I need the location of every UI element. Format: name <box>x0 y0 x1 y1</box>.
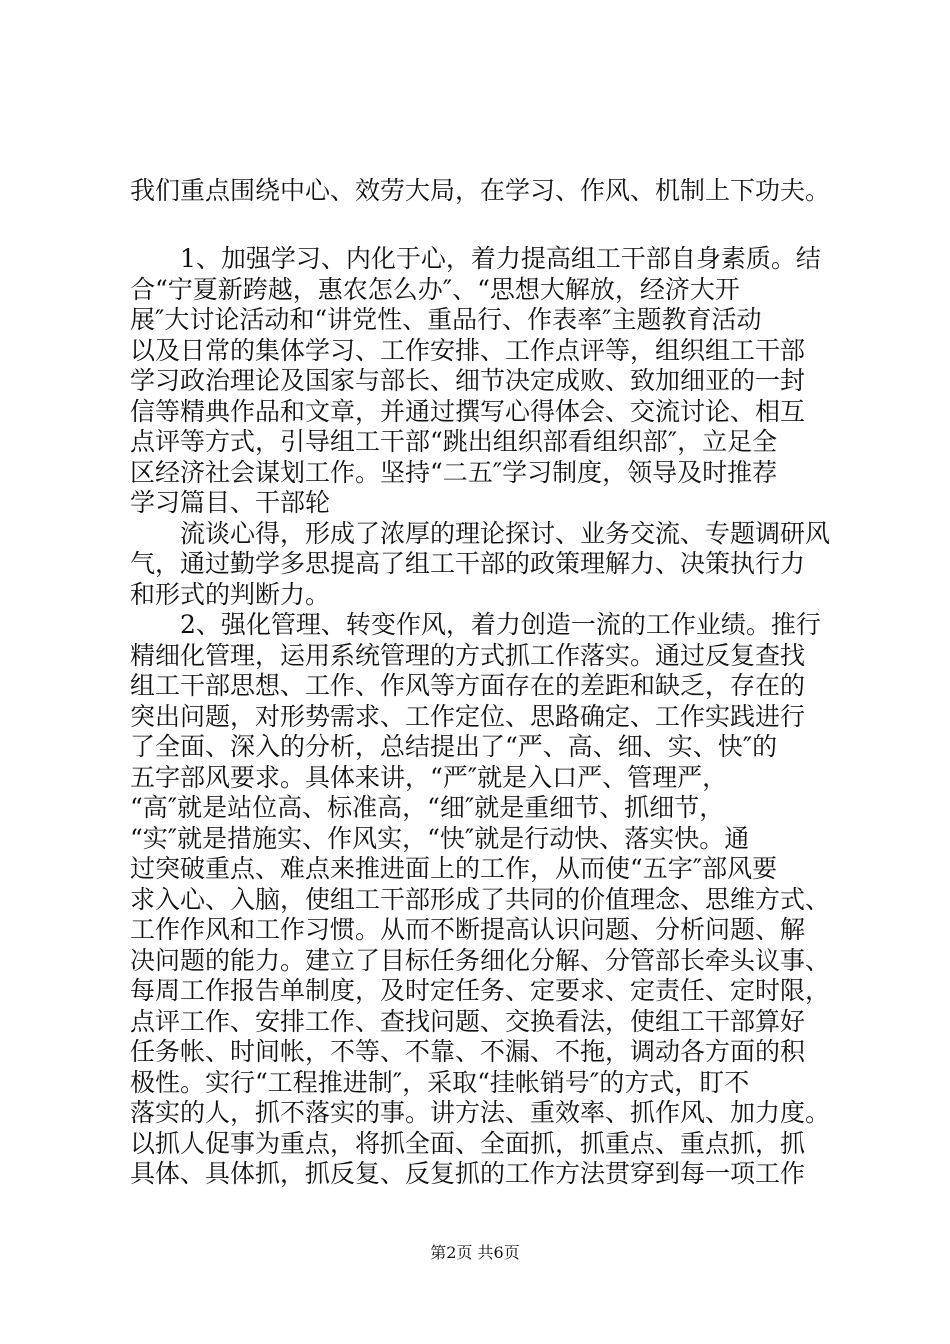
text-line: 和形式的判断力。 <box>130 579 331 609</box>
text-line: 区经济社会谋划工作。坚持“二五″学习制度，领导及时推荐 <box>130 457 778 487</box>
text-line: “高″就是站位高、标准高，“细″就是重细节、抓细节， <box>130 793 725 822</box>
text-line: 工作作风和工作习惯。从而不断提高认识问题、分析问题、解 <box>130 915 806 944</box>
text-line: 决问题的能力。建立了目标任务细化分解、分管部长牵头议事、 <box>130 945 831 975</box>
text-line: 五字部风要求。具体来讲，“严″就是入口严、管理严， <box>130 762 728 792</box>
text-line: 我们重点围绕中心、效劳大局，在学习、作风、机制上下功夫。 <box>130 176 831 205</box>
text-line: 过突破重点、难点来推进面上的工作，从而使“五字″部风要 <box>130 854 778 883</box>
text-line: 流谈心得，形成了浓厚的理论探讨、业务交流、专题调研风 <box>130 518 831 548</box>
text-line: 求入心、入脑，使组工干部形成了共同的价值理念、思维方式、 <box>130 884 831 914</box>
text-line: 信等精典作品和文章，并通过撰写心得体会、交流讨论、相互 <box>130 396 806 426</box>
text-line: 学习篇目、干部轮 <box>130 488 331 517</box>
page-footer: 第2页 共6页 <box>430 1243 520 1262</box>
text-line: 落实的人，抓不落实的事。讲方法、重效率、抓作风、加力度。 <box>130 1098 831 1127</box>
text-line: 精细化管理，运用系统管理的方式抓工作落实。通过反复查找 <box>130 640 806 670</box>
text-line: 点评等方式，引导组工干部“跳出组织部看组织部″，立足全 <box>130 427 778 456</box>
text-line: 具体、具体抓，抓反复、反复抓的工作方法贯穿到每一项工作 <box>130 1159 806 1188</box>
text-line: 了全面、深入的分析，总结提出了“严、高、细、实、快″的 <box>130 732 778 761</box>
text-line: “实″就是措施实、作风实，“快″就是行动快、落实快。通 <box>130 823 750 853</box>
text-line: 任务帐、时间帐，不等、不靠、不漏、不拖，调动各方面的积 <box>130 1037 806 1066</box>
text-line: 气，通过勤学多思提高了组工干部的政策理解力、决策执行力 <box>130 549 806 578</box>
text-line: 1、加强学习、内化于心，着力提高组工干部自身素质。结 <box>130 244 821 273</box>
text-line: 组工干部思想、工作、作风等方面存在的差距和缺乏，存在的 <box>130 671 806 700</box>
text-line: 每周工作报告单制度，及时定任务、定要求、定责任、定时限， <box>130 976 831 1005</box>
text-line: 合“宁夏新跨越，惠农怎么办″、“思想大解放，经济大开 <box>130 274 740 304</box>
text-line: 极性。实行“工程推进制″，采取“挂帐销号″的方式，盯不 <box>130 1067 750 1097</box>
text-line: 展″大讨论活动和“讲党性、重品行、作表率″主题教育活动 <box>130 305 762 334</box>
text-line: 2、强化管理、转变作风，着力创造一流的工作业绩。推行 <box>130 610 821 639</box>
text-line: 以抓人促事为重点，将抓全面、全面抓，抓重点、重点抓，抓 <box>130 1128 806 1158</box>
text-line: 点评工作、安排工作、查找问题、交换看法，使组工干部算好 <box>130 1006 806 1036</box>
text-line: 突出问题，对形势需求、工作定位、思路确定、工作实践进行 <box>130 701 806 731</box>
text-line: 学习政治理论及国家与部长、细节决定成败、致加细亚的一封 <box>130 366 806 395</box>
text-line: 以及日常的集体学习、工作安排、工作点评等，组织组工干部 <box>130 335 806 365</box>
